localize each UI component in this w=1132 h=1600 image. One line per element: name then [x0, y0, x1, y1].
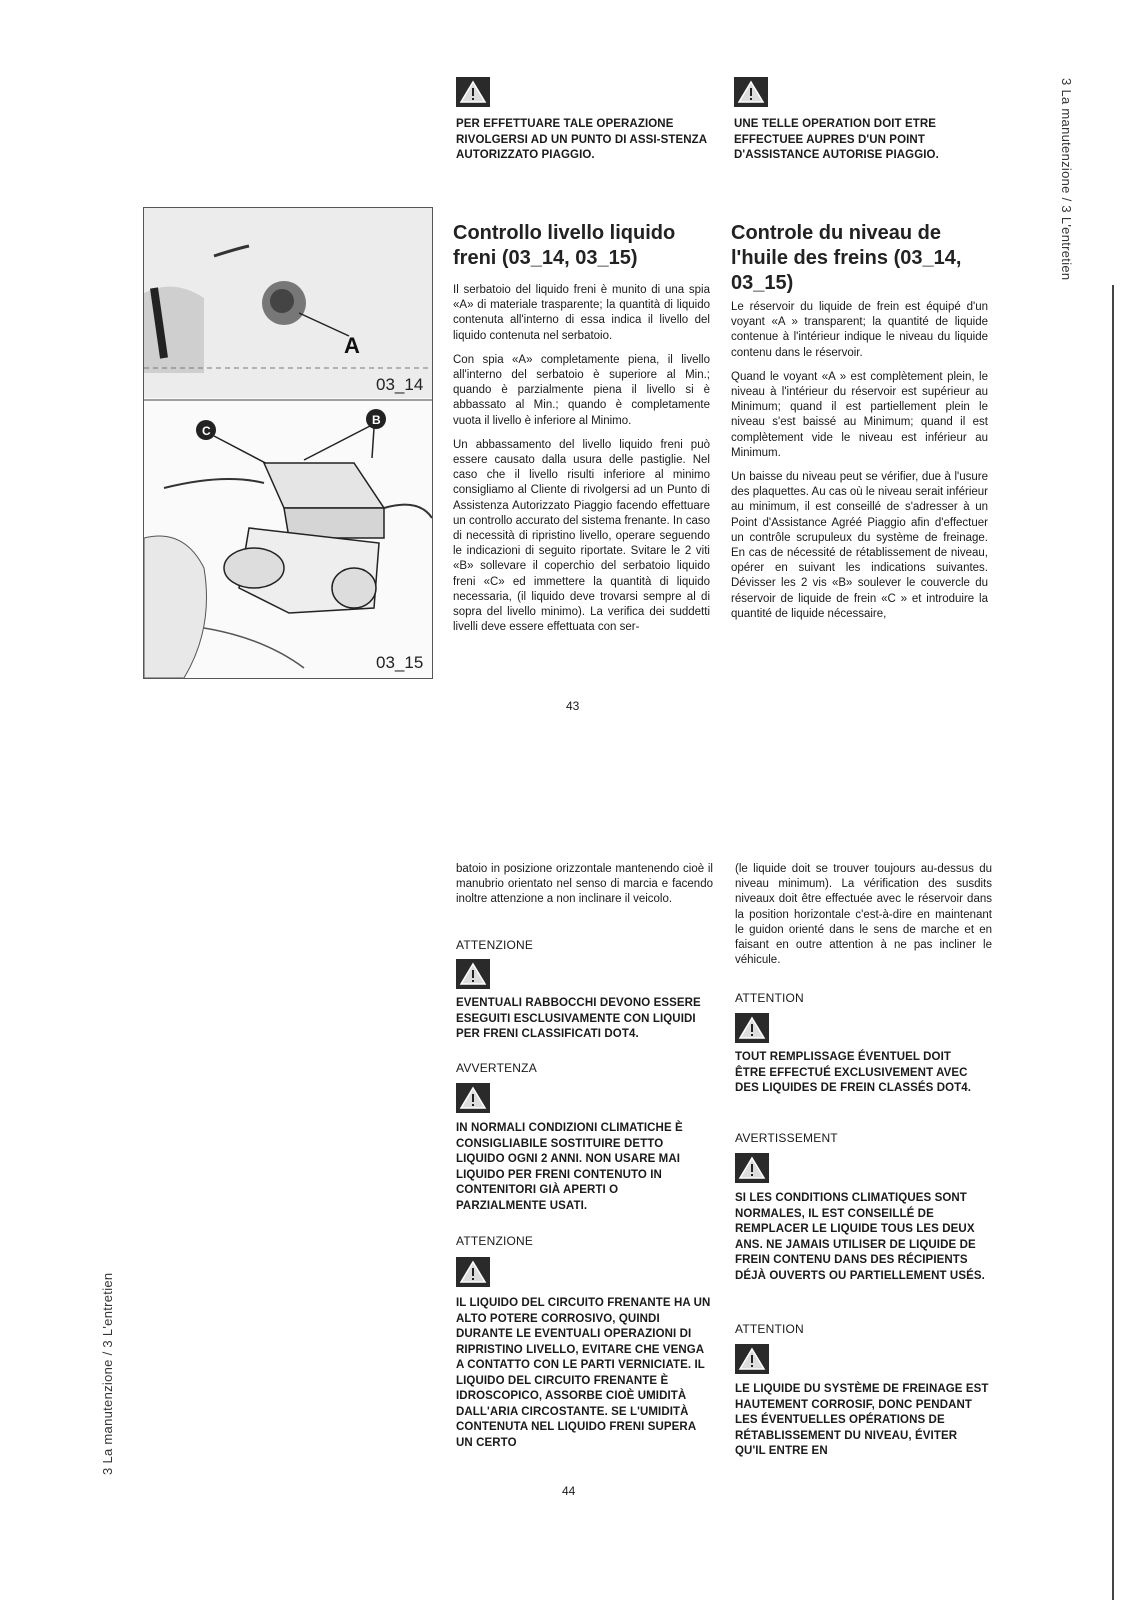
brake-reservoir-illustration	[144, 208, 432, 678]
paragraph: Un abbassamento del livello liquido freni può essere causato dalla usura delle pastiglie. Nel caso che il livello risulti inferiore al minimo consigliamo al Cliente di rivolgersi ad un Punto di Assistenza Autorizzato Piaggio facendo effettuare un controllo accurato del sistema frenante. In caso di necessità di ripristino livello, operare seguendo le indicazioni di seguito riportate. Svitare le 2 viti «B» sollevare il coperchio del serbatoio liquido freni «C» ed immettere la quantità di liquido necessaria, (il liquido deve trovarsi sempre al di sopra del livello minimo). La verifica dei suddetti livelli deve essere effettuata con ser-	[453, 438, 710, 634]
note-label: ATTENTION	[735, 1322, 804, 1336]
marker-a: A	[344, 333, 360, 358]
paragraph: Quand le voyant «A » est complètement plein, le niveau à l'intérieur du réservoir est supérieur au Minimum; quand il est partiellement plein le niveau s'est baissé au Minimum; quand il est complètement vide le niveau est inférieur au Minimum.	[731, 370, 988, 459]
figure-caption-top: 03_14	[376, 375, 424, 394]
paragraph: batoio in posizione orizzontale mantenendo cioè il manubrio orientato nel senso di marcia e facendo inoltre attenzione a non inclinare il veicolo.	[456, 863, 713, 906]
paragraph: Il serbatoio del liquido freni è munito di una spia «A» di materiale trasparente; la quantità di liquido contenuta all'interno di essa indica il livello del liquido contenuta nel serbatoio.	[453, 284, 710, 342]
page-number: 43	[566, 699, 580, 713]
warning-icon	[734, 77, 768, 107]
warning-icon	[456, 959, 490, 989]
side-title-bottom: 3 La manutenzione / 3 L'entretien	[100, 1272, 115, 1475]
marker-c: C	[202, 424, 211, 438]
note-label: AVERTISSEMENT	[735, 1131, 838, 1145]
figure-caption-bottom: 03_15	[376, 653, 424, 672]
page-number: 44	[562, 1484, 576, 1498]
note-label: ATTENTION	[735, 991, 804, 1005]
body-text-it	[453, 283, 710, 644]
warning-icon	[456, 77, 490, 107]
warning-text-fr: UNE TELLE OPERATION DOIT ETRE EFFECTUEE AUPRES D'UN POINT D'ASSISTANCE AUTORISE PIAGGIO.	[734, 118, 939, 161]
warning-icon	[735, 1013, 769, 1043]
note-text: IL LIQUIDO DEL CIRCUITO FRENANTE HA UN ALTO POTERE CORROSIVO, QUINDI DURANTE LE EVENTUALI OPERAZIONI DI RIPRISTINO LIVELLO, EVITARE CHE VENGA A CONTATTO CON LE PARTI VERNICIATE. IL LIQUIDO DEL CIRCUITO FRENANTE È IDROSCOPICO, ASSORBE CIOÈ UMIDITÀ DALL'ARIA CIRCOSTANTE. SE L'UMIDITÀ CONTENUTA NEL LIQUIDO FRENI SUPERA UN CERTO	[456, 1297, 711, 1449]
paragraph: (le liquide doit se trouver toujours au-dessus du niveau minimum). La vérification des susdits niveaux doit être effectuée avec le réservoir dans la position horizontale c'est-à-dire en maintenant le guidon orienté dans le sens de marche et en faisant en outre attention à ne pas incliner le véhicule.	[735, 863, 992, 967]
body-text-fr	[731, 300, 988, 631]
warning-icon	[456, 1257, 490, 1287]
paragraph: Le réservoir du liquide de frein est équipé d'un voyant «A » transparent; la quantité de liquide contenue à l'intérieur indique le niveau du liquide contenu dans le réservoir.	[731, 301, 988, 359]
note-label: ATTENZIONE	[456, 1234, 534, 1248]
note-text: EVENTUALI RABBOCCHI DEVONO ESSERE ESEGUITI ESCLUSIVAMENTE CON LIQUIDI PER FRENI CLASSIFICATI DOT4.	[456, 997, 701, 1040]
warning-text-it: PER EFFETTUARE TALE OPERAZIONE RIVOLGERSI AD UN PUNTO DI ASSI-STENZA AUTORIZZATO PIAGGIO.	[456, 118, 707, 161]
warning-icon	[735, 1153, 769, 1183]
right-margin-rule	[1112, 285, 1114, 1600]
note-text: IN NORMALI CONDIZIONI CLIMATICHE È CONSIGLIABILE SOSTITUIRE DETTO LIQUIDO OGNI 2 ANNI. NON USARE MAI LIQUIDO PER FRENI CONTENUTO IN CONTENITORI GIÀ APERTI O PARZIALMENTE USATI.	[456, 1122, 683, 1212]
note-label: AVVERTENZA	[456, 1061, 537, 1075]
note-text: TOUT REMPLISSAGE ÉVENTUEL DOIT ÊTRE EFFECTUÉ EXCLUSIVEMENT AVEC DES LIQUIDES DE FREIN CLASSÉS DOT4.	[735, 1051, 972, 1094]
body-text-fr-continued	[735, 862, 992, 977]
warning-icon	[456, 1083, 490, 1113]
body-text-it-continued	[456, 862, 713, 917]
brake-reservoir-figure	[143, 207, 433, 679]
note-text: SI LES CONDITIONS CLIMATIQUES SONT NORMALES, IL EST CONSEILLÉ DE REMPLACER LE LIQUIDE TOUS LES DEUX ANS. NE JAMAIS UTILISER DE LIQUIDE DE FREIN CONTENU DANS DES RÉCIPIENTS DÉJÀ OUVERTS OU PARTIELLEMENT USÉS.	[735, 1192, 985, 1282]
section-heading-it: Controllo livello liquido freni (03_14, 03_15)	[453, 222, 676, 269]
side-title-top: 3 La manutenzione / 3 L'entretien	[1059, 78, 1074, 281]
marker-b: B	[372, 413, 381, 427]
warning-icon	[735, 1344, 769, 1374]
note-label: ATTENZIONE	[456, 938, 534, 952]
paragraph: Un baisse du niveau peut se vérifier, due à l'usure des plaquettes. Au cas où le niveau serait inférieur au minimum, il est conseillé de s'adresser à un Point d'Assistance Agréé Piaggio afin d'effectuer un contrôle scrupuleux du système de freinage. En cas de nécessité de rétablissement de niveau, opérer en suivant les indications suivantes. Dévisser les 2 vis «B» soulever le couvercle du réservoir de liquide de frein «C » et introduire la quantité de liquide nécessaire,	[731, 471, 988, 620]
note-text: LE LIQUIDE DU SYSTÈME DE FREINAGE EST HAUTEMENT CORROSIF, DONC PENDANT LES ÉVENTUELLES OPÉRATIONS DE RÉTABLISSEMENT DU NIVEAU, ÉVITER QU'IL ENTRE EN	[735, 1383, 989, 1457]
section-heading-fr: Controle du niveau de l'huile des freins (03_14, 03_15)	[731, 222, 962, 294]
paragraph: Con spia «A» completamente piena, il livello all'interno del serbatoio è superiore al Min.; quando è parzialmente piena il livello si è abbassato al Min.; quando è completamente vuota il livello è inferiore al Minimo.	[453, 353, 710, 427]
